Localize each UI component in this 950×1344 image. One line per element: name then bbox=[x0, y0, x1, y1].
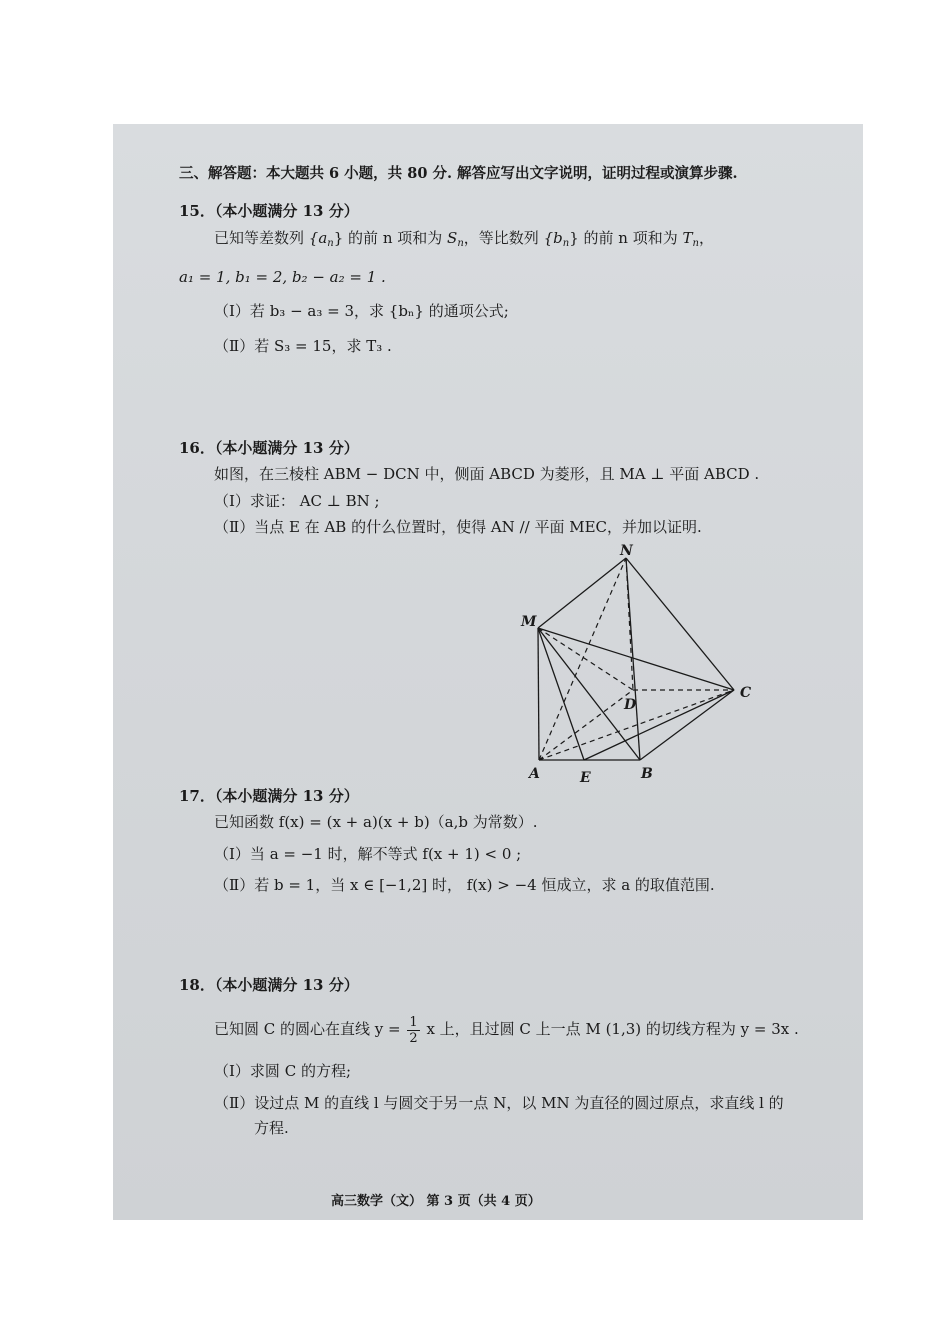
fraction-one-half: $\frac{1}{2}$ bbox=[409, 1014, 418, 1046]
edge-ME bbox=[538, 628, 584, 760]
q18-part2: （Ⅱ）设过点 M 的直线 l 与圆交于另一点 N，以 MN 为直径的圆过原点，求直线 l 的 bbox=[214, 1094, 784, 1112]
page-footer: 高三数学（文） 第 3 页（共 4 页） bbox=[331, 1194, 541, 1209]
label-M: M bbox=[521, 614, 537, 630]
edge-MA bbox=[538, 628, 539, 760]
q18-part2-cont: 方程. bbox=[254, 1119, 289, 1137]
label-C: C bbox=[740, 685, 752, 701]
q18-part1: （Ⅰ）求圆 C 的方程; bbox=[214, 1062, 351, 1080]
q18-title: 18．（本小题满分 13 分） bbox=[179, 976, 359, 994]
prism-figure bbox=[508, 544, 768, 794]
q17-part2: （Ⅱ）若 b = 1，当 x ∈ [−1,2] 时， f(x) > −4 恒成立，求 a 的取值范围. bbox=[214, 876, 715, 894]
q17-intro: 已知函数 f(x) = (x + a)(x + b)（a,b 为常数）. bbox=[214, 813, 538, 831]
edge-EC bbox=[584, 690, 734, 760]
q17-part1: （Ⅰ）当 a = −1 时，解不等式 f(x + 1) < 0 ; bbox=[214, 845, 522, 863]
edge-NC bbox=[626, 558, 734, 690]
q15-title: 15．（本小题满分 13 分） bbox=[179, 202, 359, 220]
edge-BC bbox=[640, 690, 734, 760]
edge-MN bbox=[538, 558, 626, 628]
edge-ND bbox=[626, 558, 633, 690]
edge-MD bbox=[538, 628, 633, 690]
q16-intro: 如图，在三棱柱 ABM − DCN 中，侧面 ABCD 为菱形，且 MA ⊥ 平面 ABCD . bbox=[214, 465, 760, 483]
edge-MC bbox=[538, 628, 734, 690]
label-N: N bbox=[620, 544, 633, 559]
edge-AD bbox=[539, 690, 633, 760]
exam-page bbox=[113, 124, 863, 1220]
section-heading: 三、解答题：本大题共 6 小题，共 80 分. 解答应写出文字说明，证明过程或演算步骤. bbox=[179, 165, 738, 182]
diag-AN bbox=[539, 558, 626, 760]
q15-part2: （Ⅱ）若 S₃ = 15，求 T₃ . bbox=[214, 337, 392, 355]
q15-conditions: a₁ = 1, b₁ = 2, b₂ − a₂ = 1 . bbox=[179, 268, 386, 286]
edge-MB bbox=[538, 628, 640, 760]
q16-part1: （Ⅰ）求证： AC ⊥ BN ; bbox=[214, 492, 380, 510]
q17-title: 17．（本小题满分 13 分） bbox=[179, 787, 359, 805]
label-A: A bbox=[529, 766, 540, 782]
q15-part1: （Ⅰ）若 b₃ − a₃ = 3，求 {bₙ} 的通项公式; bbox=[214, 302, 509, 320]
q15-intro: 已知等差数列 $\{a_n\}$ 的前 n 项和为 $S_n$，等比数列 $\{b_n\}$ 的前 n 项和为 $T_n$， bbox=[214, 229, 714, 249]
label-D: D bbox=[624, 697, 637, 713]
q16-part2: （Ⅱ）当点 E 在 AB 的什么位置时，使得 AN // 平面 MEC，并加以证明. bbox=[214, 518, 702, 536]
q16-title: 16．（本小题满分 13 分） bbox=[179, 439, 359, 457]
label-E: E bbox=[580, 770, 591, 786]
q18-intro: 已知圆 C 的圆心在直线 y = $\frac{1}{2}$ x 上，且过圆 C 上一点 M (1,3) 的切线方程为 y = 3x . bbox=[214, 1014, 799, 1046]
label-B: B bbox=[641, 766, 653, 782]
